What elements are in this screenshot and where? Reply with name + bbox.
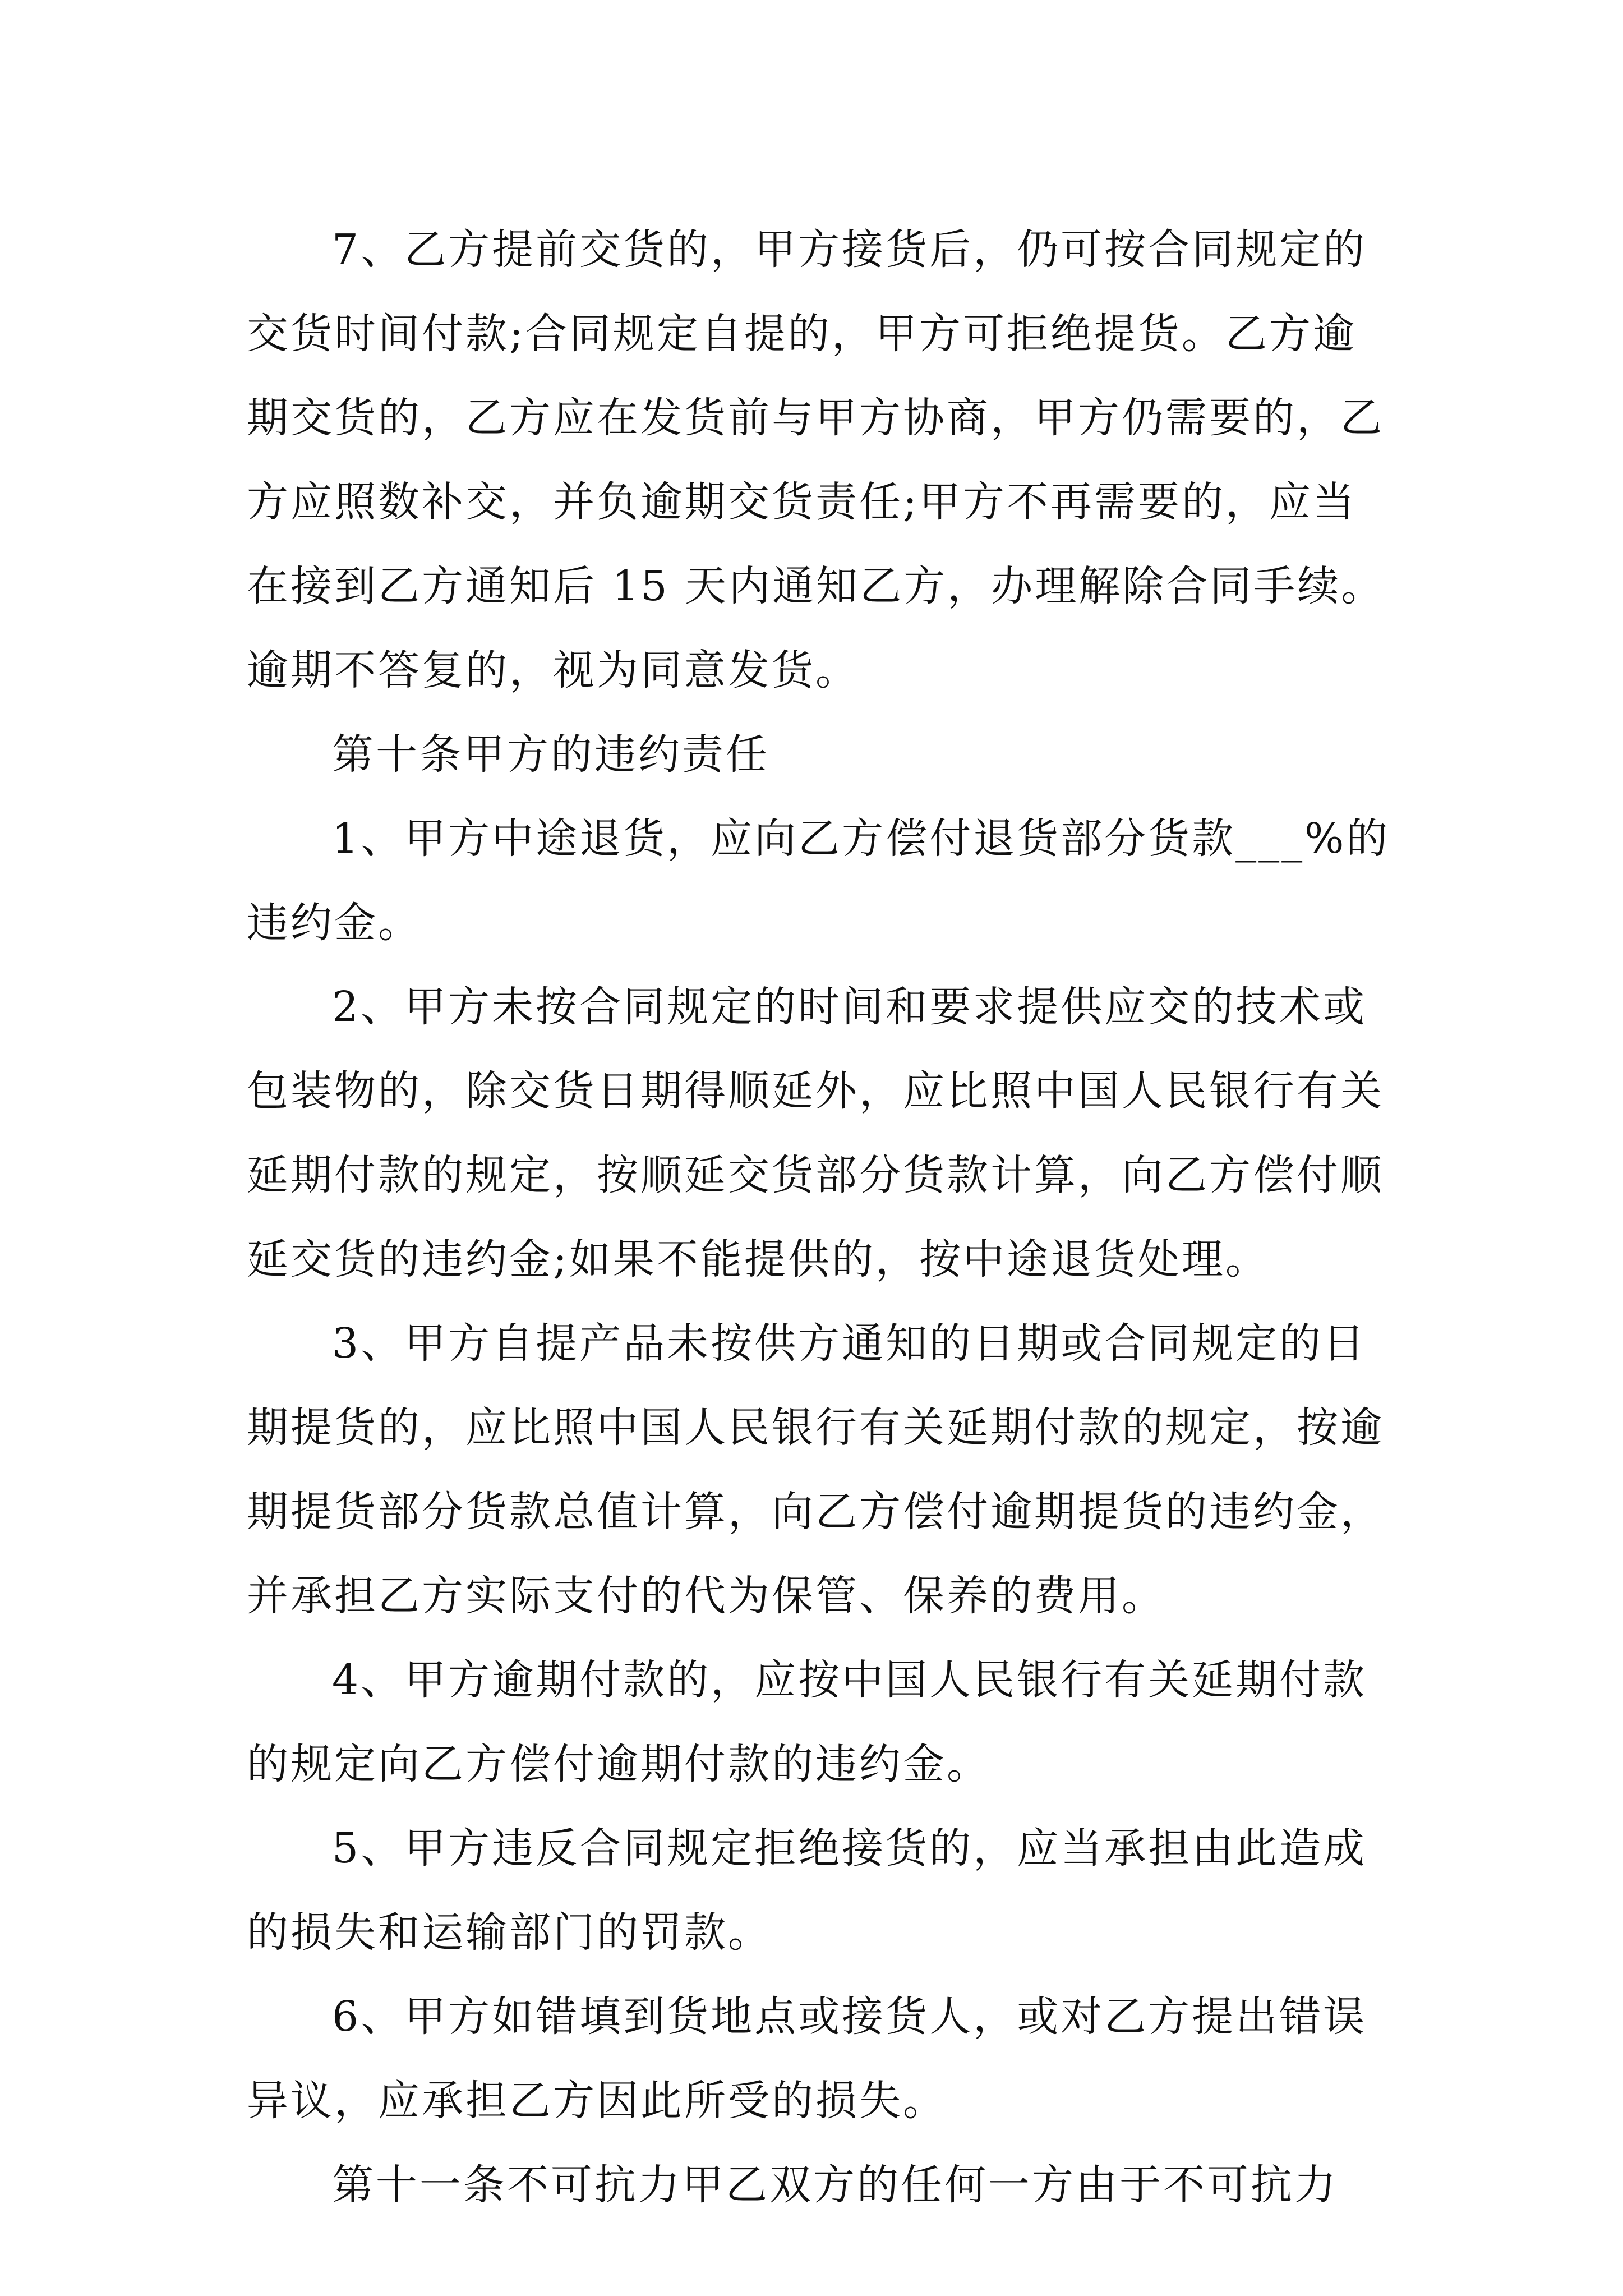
text-line: 1、甲方中途退货，应向乙方偿付退货部分货款___%的	[332, 815, 1390, 863]
text-line: 4、甲方逾期付款的，应按中国人民银行有关延期付款	[332, 1656, 1367, 1704]
text-line: 的损失和运输部门的罚款。	[247, 1908, 772, 1957]
text-line: 期交货的，乙方应在发货前与甲方协商，甲方仍需要的，乙	[247, 394, 1384, 442]
text-line: 2、甲方未按合同规定的时间和要求提供应交的技术或	[332, 983, 1367, 1031]
text-line: 延期付款的规定，按顺延交货部分货款计算，向乙方偿付顺	[247, 1151, 1384, 1199]
text-line: 6、甲方如错填到货地点或接货人，或对乙方提出错误	[332, 1993, 1367, 2041]
text-line: 逾期不答复的，视为同意发货。	[247, 646, 859, 694]
text-line: 期提货的，应比照中国人民银行有关延期付款的规定，按逾	[247, 1404, 1384, 1452]
text-line: 的规定向乙方偿付逾期付款的违约金。	[247, 1740, 990, 1788]
document-body	[247, 208, 1391, 2227]
text-line: 方应照数补交，并负逾期交货责任;甲方不再需要的，应当	[247, 478, 1357, 526]
text-line: 7、乙方提前交货的，甲方接货后，仍可按合同规定的	[332, 226, 1367, 274]
text-line: 违约金。	[247, 899, 422, 947]
text-line: 包装物的，除交货日期得顺延外，应比照中国人民银行有关	[247, 1067, 1384, 1115]
section-heading: 第十条甲方的违约责任	[332, 730, 769, 779]
text-line: 在接到乙方通知后 15 天内通知乙方，办理解除合同手续。	[247, 562, 1385, 610]
section-heading: 第十一条不可抗力甲乙双方的任何一方由于不可抗力	[332, 2161, 1338, 2209]
text-line: 3、甲方自提产品未按供方通知的日期或合同规定的日	[332, 1319, 1367, 1368]
text-line: 并承担乙方实际支付的代为保管、保养的费用。	[247, 1572, 1165, 1620]
text-line: 异议，应承担乙方因此所受的损失。	[247, 2077, 947, 2125]
text-line: 交货时间付款;合同规定自提的，甲方可拒绝提货。乙方逾	[247, 310, 1357, 358]
text-line: 5、甲方违反合同规定拒绝接货的，应当承担由此造成	[332, 1824, 1367, 1872]
text-line: 延交货的违约金;如果不能提供的，按中途退货处理。	[247, 1235, 1269, 1283]
text-line: 期提货部分货款总值计算，向乙方偿付逾期提货的违约金，	[247, 1488, 1384, 1536]
